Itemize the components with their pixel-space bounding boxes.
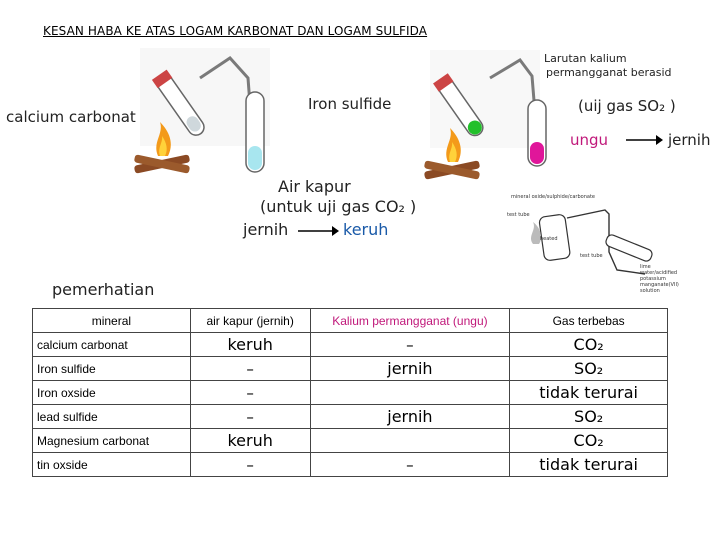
cell-gas: tidak terurai: [510, 453, 668, 477]
cell-air-kapur: keruh: [190, 429, 310, 453]
inset-label-test-tube: test tube: [507, 212, 530, 218]
table-row: [33, 429, 668, 453]
cell-mineral: Iron oxside: [33, 381, 191, 405]
arrow-icon: [296, 225, 340, 237]
cell-gas: tidak terurai: [510, 381, 668, 405]
header-gas: Gas terbebas: [510, 309, 668, 333]
page-title: KESAN HABA KE ATAS LOGAM KARBONAT DAN LOGAM SULFIDA: [43, 24, 428, 38]
cell-kalium: –: [310, 333, 510, 357]
inset-label-mineral: mineral oxide/sulphide/carbonate: [511, 194, 595, 200]
table-row: [33, 381, 668, 405]
inset-label-solution: lime water/acidified potassium manganate(VII) solution: [640, 264, 679, 294]
cell-gas: CO₂: [510, 429, 668, 453]
header-air-kapur: air kapur (jernih): [190, 309, 310, 333]
arrow-icon: [624, 134, 664, 146]
cell-air-kapur: –: [190, 381, 310, 405]
label-calcium-carbonat: calcium carbonat: [6, 108, 136, 126]
cell-air-kapur: –: [190, 357, 310, 381]
table-row: [33, 357, 668, 381]
cell-air-kapur: –: [190, 405, 310, 429]
label-larutan-line1: Larutan kalium: [544, 52, 627, 65]
table-row: [33, 333, 668, 357]
cell-air-kapur: keruh: [190, 333, 310, 357]
label-jernih-left: jernih: [243, 220, 289, 239]
cell-kalium: [310, 381, 510, 405]
cell-gas: SO₂: [510, 405, 668, 429]
inset-label-heated: heated: [540, 236, 558, 242]
label-uji-co2: (untuk uji gas CO₂ ): [260, 197, 417, 216]
table-row: [33, 405, 668, 429]
cell-kalium: [310, 429, 510, 453]
table-row: [33, 453, 668, 477]
cell-mineral: calcium carbonat: [33, 333, 191, 357]
cell-mineral: lead sulfide: [33, 405, 191, 429]
cell-mineral: tin oxside: [33, 453, 191, 477]
cell-kalium: jernih: [310, 357, 510, 381]
label-uji-so2: (uij gas SO₂ ): [578, 97, 676, 115]
label-keruh: keruh: [343, 220, 389, 239]
cell-kalium: jernih: [310, 405, 510, 429]
apparatus-left-illustration: [130, 48, 290, 208]
inset-label-test-tube2: test tube: [580, 253, 603, 259]
label-iron-sulfide: Iron sulfide: [308, 95, 392, 113]
section-heading-pemerhatian: pemerhatian: [52, 280, 155, 299]
label-ungu: ungu: [570, 131, 609, 149]
table-header-row: [33, 309, 668, 333]
label-larutan-line2: permangganat berasid: [546, 66, 672, 79]
cell-gas: CO₂: [510, 333, 668, 357]
cell-gas: SO₂: [510, 357, 668, 381]
label-jernih-right: jernih: [668, 131, 711, 149]
cell-kalium: –: [310, 453, 510, 477]
observation-table: [32, 308, 668, 477]
cell-mineral: Magnesium carbonat: [33, 429, 191, 453]
cell-mineral: Iron sulfide: [33, 357, 191, 381]
header-kalium: Kalium permangganat (ungu): [310, 309, 510, 333]
cell-air-kapur: –: [190, 453, 310, 477]
header-mineral: mineral: [33, 309, 191, 333]
label-air-kapur: Air kapur: [278, 177, 351, 196]
